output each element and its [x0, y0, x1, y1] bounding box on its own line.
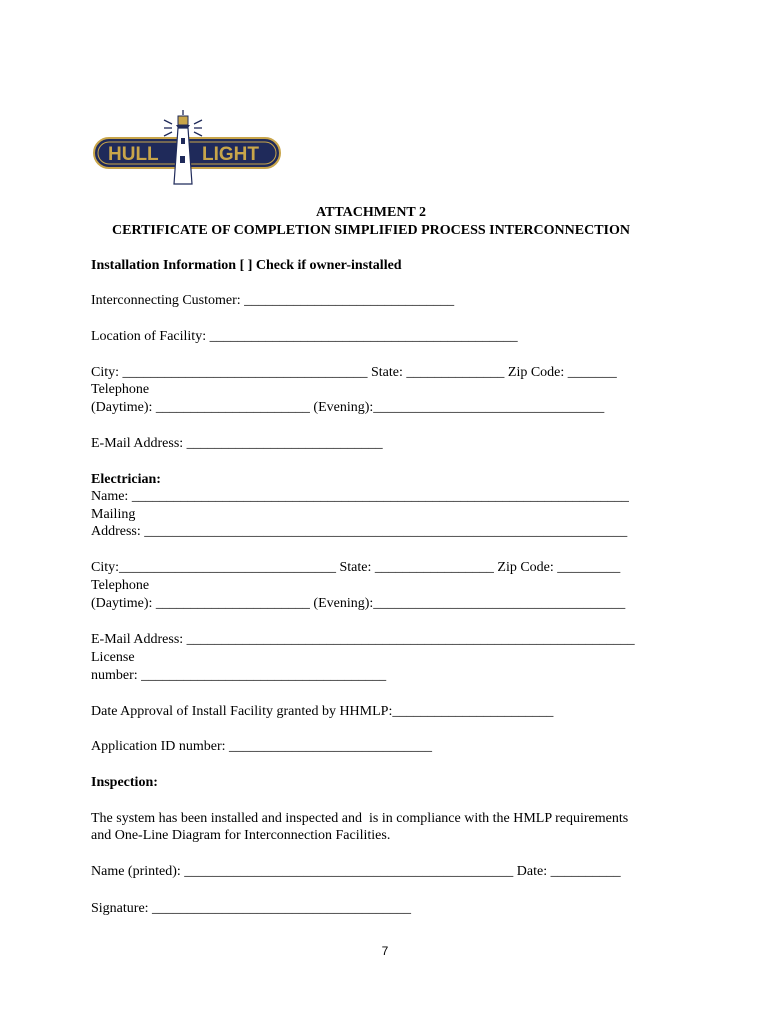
printed-name-date-field[interactable]: Name (printed): _______________________________________________ Date: __________	[91, 864, 621, 879]
electrician-telephone-label: Telephone	[91, 578, 150, 593]
logo-left-word: HULL	[108, 144, 159, 165]
application-id-field[interactable]: Application ID number: _____________________________	[91, 739, 433, 754]
electrician-city-state-zip-field[interactable]: City:_______________________________ State: _________________ Zip Code: _________	[91, 560, 621, 575]
signature-field[interactable]: Signature: _____________________________________	[91, 901, 412, 916]
approval-date-field[interactable]: Date Approval of Install Facility granted by HHMLP:_______________________	[91, 704, 554, 719]
electrician-name-field[interactable]: Name: _______________________________________________________________________	[91, 489, 629, 504]
license-number-field[interactable]: number: ___________________________________	[91, 668, 387, 683]
customer-city-state-zip-field[interactable]: City: ___________________________________ State: ______________ Zip Code: _______	[91, 365, 617, 380]
facility-location-field[interactable]: Location of Facility: ____________________________________________	[91, 329, 518, 344]
interconnecting-customer-field[interactable]: Interconnecting Customer: ______________________________	[91, 293, 455, 308]
inspection-statement-line-1: The system has been installed and inspected and is in compliance with the HMLP requirements	[91, 811, 629, 826]
customer-email-field[interactable]: E-Mail Address: ____________________________	[91, 436, 383, 451]
customer-telephone-label: Telephone	[91, 382, 150, 397]
electrician-mailing-label: Mailing	[91, 507, 136, 522]
installation-heading: Installation Information [ ] Check if owner-installed	[91, 258, 402, 273]
electrician-email-field[interactable]: E-Mail Address: ________________________________________________________________	[91, 632, 635, 647]
electrician-heading: Electrician:	[91, 472, 161, 487]
page-number: 7	[381, 944, 389, 958]
electrician-address-field[interactable]: Address: _____________________________________________________________________	[91, 524, 628, 539]
electrician-phone-field[interactable]: (Daytime): ______________________ (Evening):____________________________________	[91, 596, 626, 611]
form-title: CERTIFICATE OF COMPLETION SIMPLIFIED PROCESS INTERCONNECTION	[112, 223, 630, 238]
logo-right-word: LIGHT	[202, 144, 259, 165]
hull-light-logo	[92, 108, 282, 188]
inspection-statement-line-2: and One-Line Diagram for Interconnection Facilities.	[91, 828, 391, 843]
inspection-heading: Inspection:	[91, 775, 158, 790]
license-label: License	[91, 650, 135, 665]
attachment-label: ATTACHMENT 2	[315, 205, 427, 220]
title-block	[90, 204, 652, 240]
customer-phone-field[interactable]: (Daytime): ______________________ (Evening):_________________________________	[91, 400, 605, 415]
